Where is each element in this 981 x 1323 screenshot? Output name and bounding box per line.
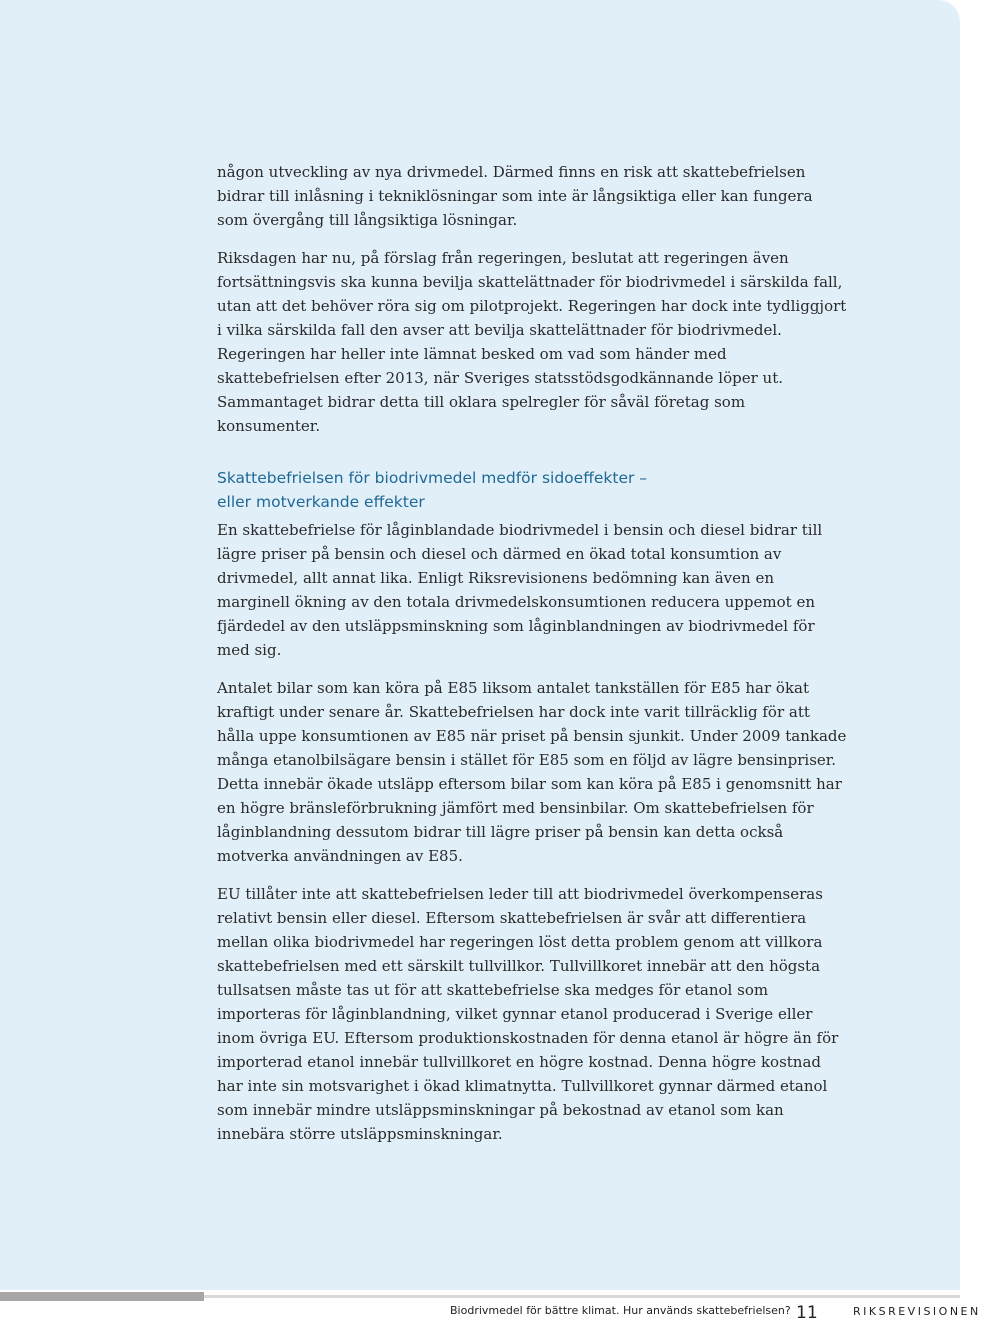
page-footer	[0, 1301, 981, 1323]
section-heading-line-2: eller motverkande effekter	[217, 493, 425, 511]
footer-rule-light	[204, 1295, 960, 1298]
footer-title: Biodrivmedel för bättre klimat. Hur används skattebefrielsen?	[450, 1304, 791, 1317]
section-heading-line-1: Skattebefrielsen för biodrivmedel medför sidoeffekter –	[217, 469, 648, 487]
paragraph-4: Antalet bilar som kan köra på E85 liksom antalet tankställen för E85 har ökat kraftigt under senare år. Skattebefrielsen har dock inte varit tillräcklig för att hålla uppe konsumtionen av E85 när priset på bensin sjunkit. Under 2009 tankade många etanolbilsägare bensin i stället för E85 som en följd av lägre bensinpriser. Detta innebär ökade utsläpp eftersom bilar som kan köra på E85 i genomsnitt har en högre bränsleförbrukning jämfört med bensinbilar. Om skattebefrielsen för låginblandning dessutom bidrar till lägre priser på bensin kan detta också motverka användningen av E85.	[217, 679, 847, 865]
paragraph-5: EU tillåter inte att skattebefrielsen leder till att biodrivmedel överkompenseras relativt bensin eller diesel. Eftersom skattebefrielsen är svår att differentiera mellan olika biodrivmedel har regeringen löst detta problem genom att villkora skattebefrielsen med ett särskilt tullvillkor. Tullvillkoret innebär att den högsta tullsatsen måste tas ut för att skattebefrielse ska medges för etanol som importeras för låginblandning, vilket gynnar etanol producerad i Sverige eller inom övriga EU. Eftersom produktionskostnaden för denna etanol är högre än för importerad etanol innebär tullvillkoret en högre kostnad. Denna högre kostnad har inte sin motsvarighet i ökad klimatnytta. Tullvillkoret gynnar därmed etanol som innebär mindre utsläppsminskningar på bekostnad av etanol som kan innebära större utsläppsminskningar.	[217, 885, 839, 1143]
main-content	[217, 160, 847, 1160]
paragraph-3: En skattebefrielse för låginblandade biodrivmedel i bensin och diesel bidrar till lägre priser på bensin och diesel och därmed en ökad total konsumtion av drivmedel, allt annat lika. Enligt Riksrevisionens bedömning kan även en marginell ökning av den totala drivmedelskonsumtionen reducera uppemot en fjärdedel av den utsläppsminskning som låginblandningen av biodrivmedel för med sig.	[217, 521, 823, 659]
paragraph-1: någon utveckling av nya drivmedel. Därmed finns en risk att skattebefrielsen bidrar till inlåsning i tekniklösningar som inte är långsiktiga eller kan fungera som övergång till långsiktiga lösningar.	[217, 163, 813, 229]
section-heading	[217, 466, 847, 514]
footer-rule-dark	[0, 1292, 204, 1301]
page-number: 11	[796, 1303, 818, 1323]
paragraph-2: Riksdagen har nu, på förslag från regeringen, beslutat att regeringen även fortsättningsvis ska kunna bevilja skattelättnader för biodrivmedel i särskilda fall, utan att det behöver röra sig om pilotprojekt. Regeringen har dock inte tydliggjort i vilka särskilda fall den avser att bevilja skattelättnader för biodrivmedel. Regeringen har heller inte lämnat besked om vad som händer med skattebefrielsen efter 2013, när Sveriges statsstödsgodkännande löper ut. Sammantaget bidrar detta till oklara spelregler för såväl företag som konsumenter.	[217, 249, 847, 435]
footer-brand: RIKSREVISIONEN	[853, 1305, 981, 1318]
